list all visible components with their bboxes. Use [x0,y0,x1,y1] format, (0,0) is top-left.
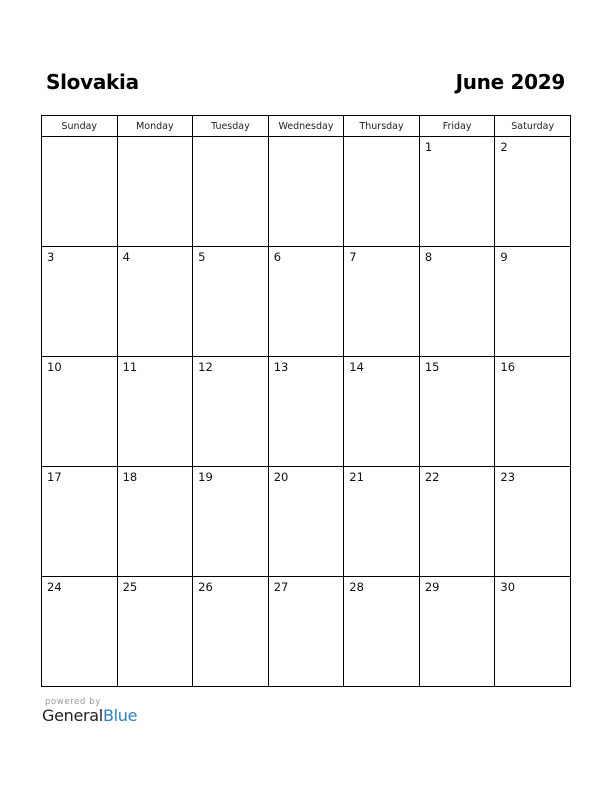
day-number: 16 [500,360,516,374]
day-number: 10 [47,360,62,374]
day-cell [42,577,118,687]
day-cell [268,577,344,687]
day-number [193,137,268,140]
day-cell [344,577,420,687]
weekday-tuesday: Tuesday [193,116,269,137]
generalblue-logo [42,706,137,725]
day-number: 1 [424,140,433,154]
day-number: 24 [47,580,62,594]
day-number: 15 [424,360,440,374]
day-number: 21 [349,470,364,484]
empty-day-cell [193,137,269,247]
week-row [42,137,571,247]
day-cell [268,467,344,577]
day-number: 26 [198,580,213,594]
day-number: 19 [198,470,213,484]
empty-day-cell [42,137,118,247]
week-row [42,247,571,357]
day-number: 6 [273,250,282,264]
day-number [344,137,419,140]
month-year-title: June 2029 [455,70,565,94]
day-cell [495,577,571,687]
day-number: 17 [47,470,62,484]
day-cell [419,137,495,247]
day-number: 3 [47,250,55,264]
day-cell [495,137,571,247]
day-number [42,137,117,140]
week-row [42,577,571,687]
day-number: 2 [500,140,508,154]
day-cell [419,357,495,467]
day-cell [268,247,344,357]
day-number: 11 [122,360,138,374]
day-number: 13 [273,360,289,374]
day-number [118,137,193,140]
day-number: 7 [349,250,357,264]
day-cell [42,467,118,577]
powered-by-label: powered by [45,697,101,707]
day-number: 5 [198,250,206,264]
day-cell [117,467,193,577]
day-number: 23 [500,470,516,484]
day-number: 28 [349,580,364,594]
empty-day-cell [117,137,193,247]
day-number: 20 [273,470,289,484]
weekday-header-row [42,116,571,137]
week-row [42,357,571,467]
day-number: 9 [500,250,508,264]
day-cell [117,247,193,357]
day-cell [419,577,495,687]
weekday-thursday: Thursday [344,116,420,137]
day-cell [495,467,571,577]
week-row [42,467,571,577]
calendar-grid [41,115,571,687]
day-number: 4 [122,250,130,264]
country-title: Slovakia [46,70,139,94]
day-number: 8 [424,250,433,264]
weekday-wednesday: Wednesday [268,116,344,137]
brand-blue: Blue [102,706,138,725]
weekday-sunday: Sunday [42,116,118,137]
day-cell [193,357,269,467]
day-cell [117,357,193,467]
empty-day-cell [268,137,344,247]
day-number: 30 [500,580,516,594]
day-number: 22 [424,470,440,484]
day-cell [419,467,495,577]
day-cell [42,357,118,467]
day-cell [344,357,420,467]
weekday-monday: Monday [117,116,193,137]
day-number [269,137,344,140]
day-cell [344,467,420,577]
day-cell [344,247,420,357]
weekday-saturday: Saturday [495,116,571,137]
footer-branding [42,697,137,725]
day-cell [193,467,269,577]
day-cell [268,357,344,467]
day-number: 18 [122,470,138,484]
day-cell [495,357,571,467]
day-cell [117,577,193,687]
day-cell [193,577,269,687]
day-cell [495,247,571,357]
weekday-friday: Friday [419,116,495,137]
day-number: 12 [198,360,213,374]
day-number: 14 [349,360,364,374]
brand-general: General [42,706,103,725]
day-number: 25 [122,580,138,594]
day-number: 27 [273,580,289,594]
day-cell [42,247,118,357]
day-number: 29 [424,580,440,594]
empty-day-cell [344,137,420,247]
day-cell [193,247,269,357]
day-cell [419,247,495,357]
